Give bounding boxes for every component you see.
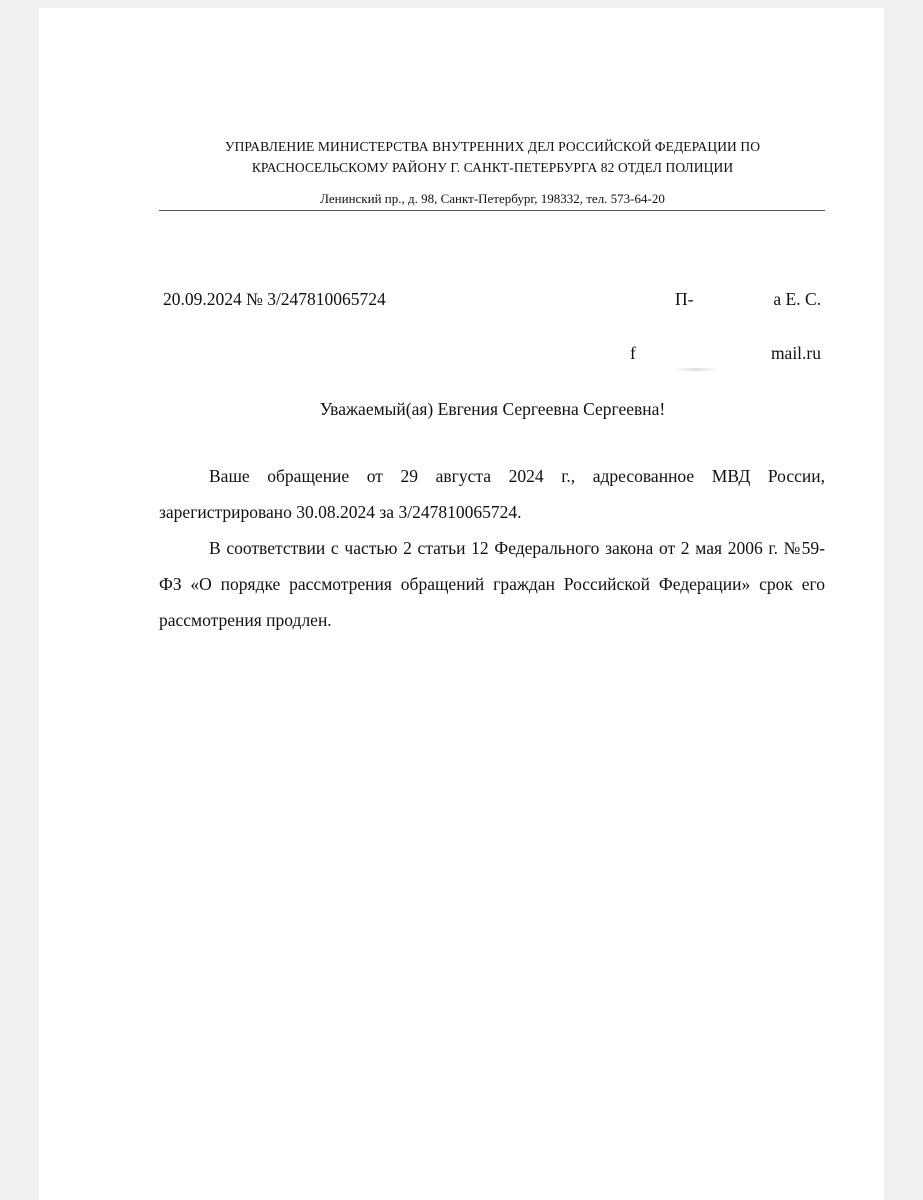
document-reference: 20.09.2024 № 3/247810065724	[163, 289, 386, 309]
recipient-name-end: а Е. С.	[773, 289, 821, 309]
organization-header	[159, 136, 826, 178]
organization-line-1: УПРАВЛЕНИЕ МИНИСТЕРСТВА ВНУТРЕННИХ ДЕЛ РОССИЙСКОЙ ФЕДЕРАЦИИ ПО	[224, 139, 761, 154]
redaction-mark	[673, 368, 719, 371]
recipient-name-start: П‑	[675, 289, 694, 309]
body-paragraph-1: Ваше обращение от 29 августа 2024 г., адресованное МВД России, зарегистрировано 30.08.2024 за 3/247810065724.	[159, 466, 825, 522]
salutation: Уважаемый(ая) Евгения Сергеевна Сергеевна!	[319, 399, 666, 419]
organization-line-2: КРАСНОСЕЛЬСКОМУ РАЙОНУ Г. САНКТ-ПЕТЕРБУРГА 82 ОТДЕЛ ПОЛИЦИИ	[251, 160, 734, 175]
letter-body	[159, 458, 825, 638]
body-paragraph-2: В соответствии с частью 2 статьи 12 Федерального закона от 2 мая 2006 г. №59-ФЗ «О порядке рассмотрения обращений граждан Российской Федерации» срок его рассмотрения продлен.	[159, 538, 825, 630]
recipient-email-start: f	[630, 343, 636, 363]
organization-address: Ленинский пр., д. 98, Санкт-Петербург, 198332, тел. 573-64-20	[320, 191, 665, 206]
recipient-email-end: mail.ru	[770, 343, 821, 363]
document-page	[39, 8, 884, 1200]
header-divider	[159, 210, 825, 211]
